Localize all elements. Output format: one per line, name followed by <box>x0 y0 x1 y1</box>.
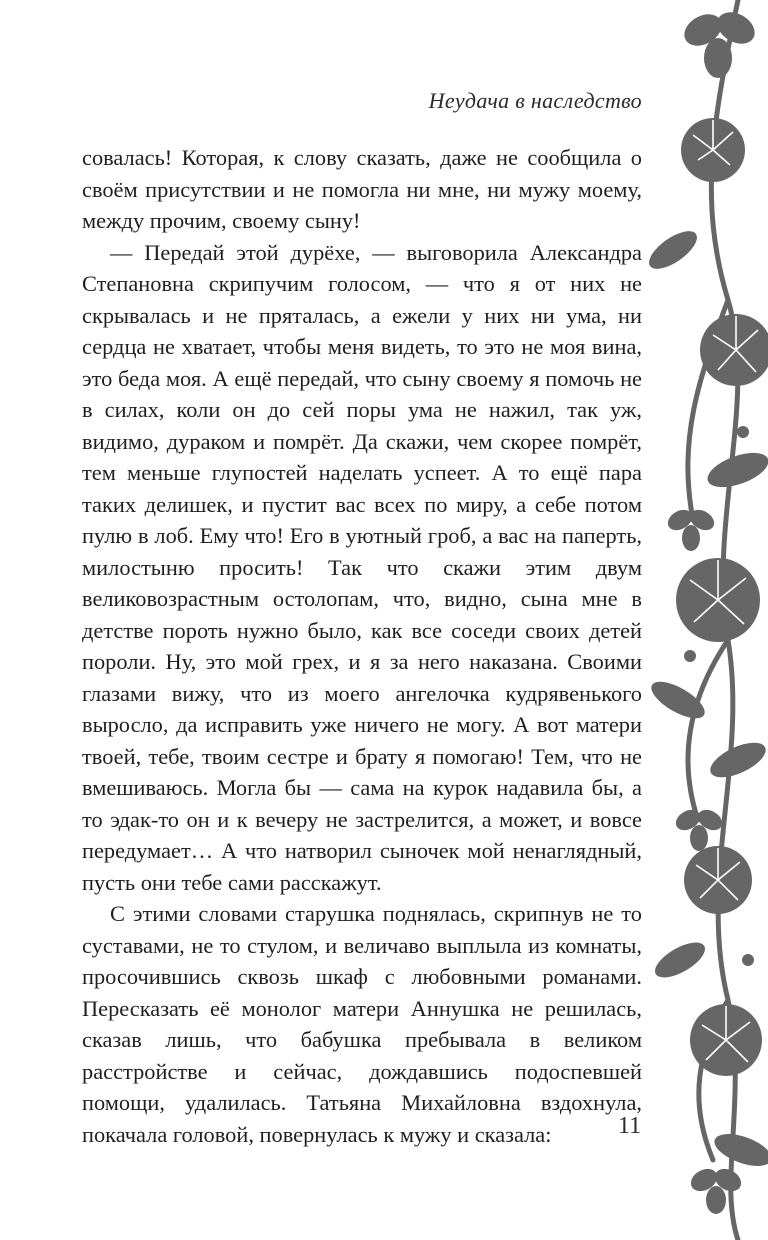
clover-flower-icon <box>690 1004 762 1076</box>
paragraph: совалась! Которая, к слову сказать, даже не сообщила о своём присутствии и не помогла ни мне, ни мужу моему, между прочим, своему сыну! <box>82 145 642 233</box>
clover-flower-icon <box>676 558 760 642</box>
body-text <box>82 142 642 1150</box>
paragraph: С этими словами старушка поднялась, скрипнув не то суставами, не то стулом, и величаво выплыла из комнаты, просочившись сквозь шкаф с любовными романами. Пересказать её монолог матери Аннушка не решилась, сказав лишь, что бабушка пребывала в великом расстройстве и сейчас, дождавшись подоспевшей помощи, удалилась. Татьяна Михайловна вздохнула, покачала головой, повернулась к мужу и сказала: <box>82 901 642 1147</box>
page-number: 11 <box>618 1113 642 1139</box>
clover-border-illustration <box>618 0 768 1240</box>
clover-leaf-icon <box>687 1164 745 1214</box>
clover-leaf-icon <box>679 6 761 78</box>
clover-flower-icon <box>700 314 768 386</box>
clover-leaf-icon <box>672 806 726 851</box>
clover-flower-icon <box>684 846 752 914</box>
running-title: Неудача в наследство <box>428 88 642 113</box>
clover-flower-icon <box>681 118 745 182</box>
paragraph: — Передай этой дурёхе, — выговорила Александра Степановна скрипучим голосом, — что я от них не скрывалась и не пряталась, а ежели у них ни ума, ни сердца не хватает, чтобы меня видеть, то это не моя вина, это беда моя. А ещё передай, что сыну своему я помочь не в силах, коли он до сей поры ума не нажил, так уж, видимо, дураком и помрёт. Да скажи, чем скорее помрёт, тем меньше глупостей наделать успеет. А то ещё пара таких делишек, и пустит вас всех по миру, а себе потом пулю в лоб. Ему что! Его в уютный гроб, а вас на паперть, милостыню просить! Так что скажи этим двум великовозрастным остолопам, что, видно, сына мне в детстве пороть нужно было, как все соседи своих детей пороли. Ну, это мой грех, и я за него наказана. Своими глазами вижу, что из моего ангелочка кудрявенького выросло, да исправить уже ничего не могу. А вот матери твоей, тебе, твоим сестре и брату я помогаю! Тем, что не вмешиваюсь. Могла бы — сама на курок надавила бы, а то эдак-то он и к вечеру не застрелится, а может, и вовсе передумает… А что натворил сыночек мой ненаглядный, пусть они тебе сами расскажут. <box>82 239 642 895</box>
